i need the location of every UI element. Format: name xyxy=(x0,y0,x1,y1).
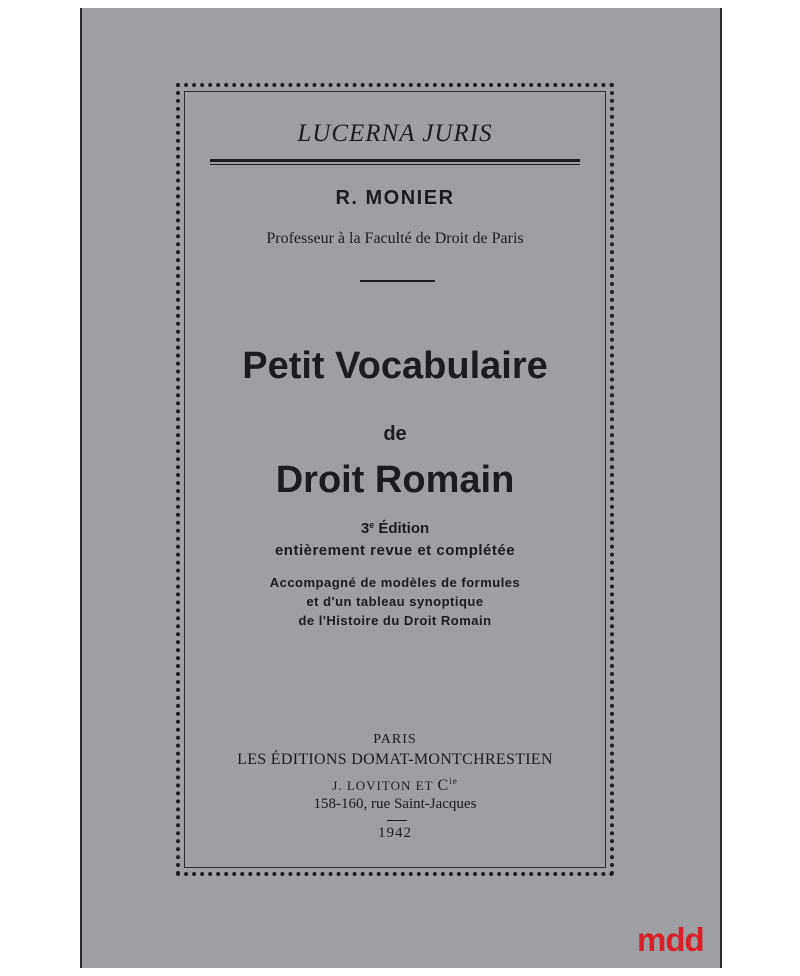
publisher-company-letter: C xyxy=(437,777,450,794)
publisher-company xyxy=(438,777,458,794)
title-line-2: Droit Romain xyxy=(275,459,515,501)
edition-label: Édition xyxy=(374,520,430,537)
publisher-name: LES ÉDITIONS DOMAT-MONTCHRESTIEN xyxy=(237,751,553,768)
publisher-line-2-main: J. LOVITON ET xyxy=(332,778,438,793)
publisher-company-sup: ie xyxy=(449,776,458,786)
publisher-place: PARIS xyxy=(373,732,417,747)
series-name: LUCERNA JURIS xyxy=(297,120,493,147)
accompaniment-line: et d'un tableau synoptique xyxy=(306,594,484,609)
publisher-line-2 xyxy=(180,776,610,795)
dotted-border-frame xyxy=(176,83,614,876)
mdd-logo-watermark: mdd xyxy=(637,921,704,958)
book-cover xyxy=(80,8,722,968)
edition xyxy=(180,520,610,537)
accompaniment-line: de l'Histoire du Droit Romain xyxy=(298,613,492,628)
title-connector: de xyxy=(383,423,407,445)
title-line-1: Petit Vocabulaire xyxy=(242,345,548,387)
divider-rule xyxy=(360,280,435,282)
author-name: R. MONIER xyxy=(335,187,455,209)
edition-superscript: e xyxy=(369,520,375,530)
author-role: Professeur à la Faculté de Droit de Paris xyxy=(266,230,524,247)
publication-year: 1942 xyxy=(378,825,412,841)
year-rule xyxy=(387,820,407,821)
accompaniment-line: Accompagné de modèles de formules xyxy=(269,575,521,590)
edition-number: 3 xyxy=(360,520,370,537)
publisher-address: 158-160, rue Saint-Jacques xyxy=(313,796,477,812)
series-double-rule xyxy=(210,159,580,165)
edition-note: entièrement revue et complétée xyxy=(274,542,516,559)
